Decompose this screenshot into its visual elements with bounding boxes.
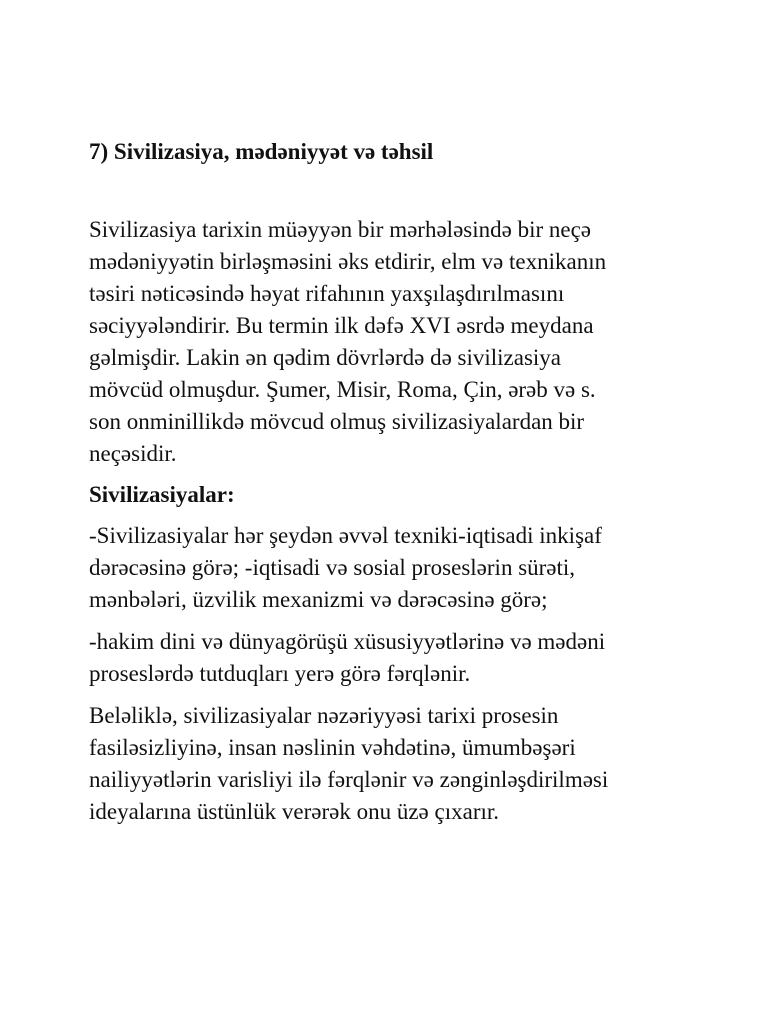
subheading: Sivilizasiyalar: <box>89 482 235 507</box>
paragraph-conclusion <box>89 700 689 828</box>
text-line: nailiyyətlərin varisliyi ilə fərqlənir və zənginləşdirilməsi <box>89 767 609 792</box>
paragraph-spacer <box>89 470 689 479</box>
text-line: mövcüd olmuşdur. Şumer, Misir, Roma, Çin, ərəb və s. <box>89 377 596 402</box>
text-line: proseslərdə tutduqları yerə görə fərqlənir. <box>89 661 471 686</box>
text-line: mənbələri, üzvilik mexanizmi və dərəcəsinə görə; <box>89 587 548 612</box>
paragraph-criteria-1 <box>89 520 689 616</box>
paragraph-spacer <box>89 511 689 520</box>
text-line: -Sivilizasiyalar hər şeydən əvvəl texniki-iqtisadi inkişaf <box>89 523 602 548</box>
page-title: 7) Sivilizasiya, mədəniyyət və təhsil <box>89 139 434 164</box>
text-line: ideyalarına üstünlük verərək onu üzə çıxarır. <box>89 799 500 824</box>
paragraph-spacer <box>89 690 689 700</box>
text-line: dərəcəsinə görə; -iqtisadi və sosial proseslərin sürəti, <box>89 555 576 580</box>
paragraph-criteria-2 <box>89 626 689 690</box>
document-body <box>89 214 689 828</box>
text-line: son onminillikdə mövcud olmuş sivilizasiyalardan bir <box>89 409 585 434</box>
text-line: təsiri nəticəsində həyat rifahının yaxşılaşdırılmasını <box>89 281 565 306</box>
text-line: mədəniyyətin birləşməsini əks etdirir, elm və texnikanın <box>89 249 607 274</box>
text-line: Beləliklə, sivilizasiyalar nəzəriyyəsi tarixi prosesin <box>89 703 559 728</box>
paragraph-spacer <box>89 616 689 626</box>
text-line: neçəsidir. <box>89 441 177 466</box>
text-line: səciyyələndirir. Bu termin ilk dəfə XVI əsrdə meydana <box>89 313 594 338</box>
text-line: gəlmişdir. Lakin ən qədim dövrlərdə də sivilizasiya <box>89 345 562 370</box>
paragraph-intro <box>89 214 689 470</box>
text-line: Sivilizasiya tarixin müəyyən bir mərhələsində bir neçə <box>89 217 592 242</box>
text-line: fasiləsizliyinə, insan nəslinin vəhdətinə, ümumbəşəri <box>89 735 576 760</box>
section-heading <box>89 479 689 511</box>
text-line: -hakim dini və dünyagörüşü xüsusiyyətlərinə və mədəni <box>89 629 606 654</box>
